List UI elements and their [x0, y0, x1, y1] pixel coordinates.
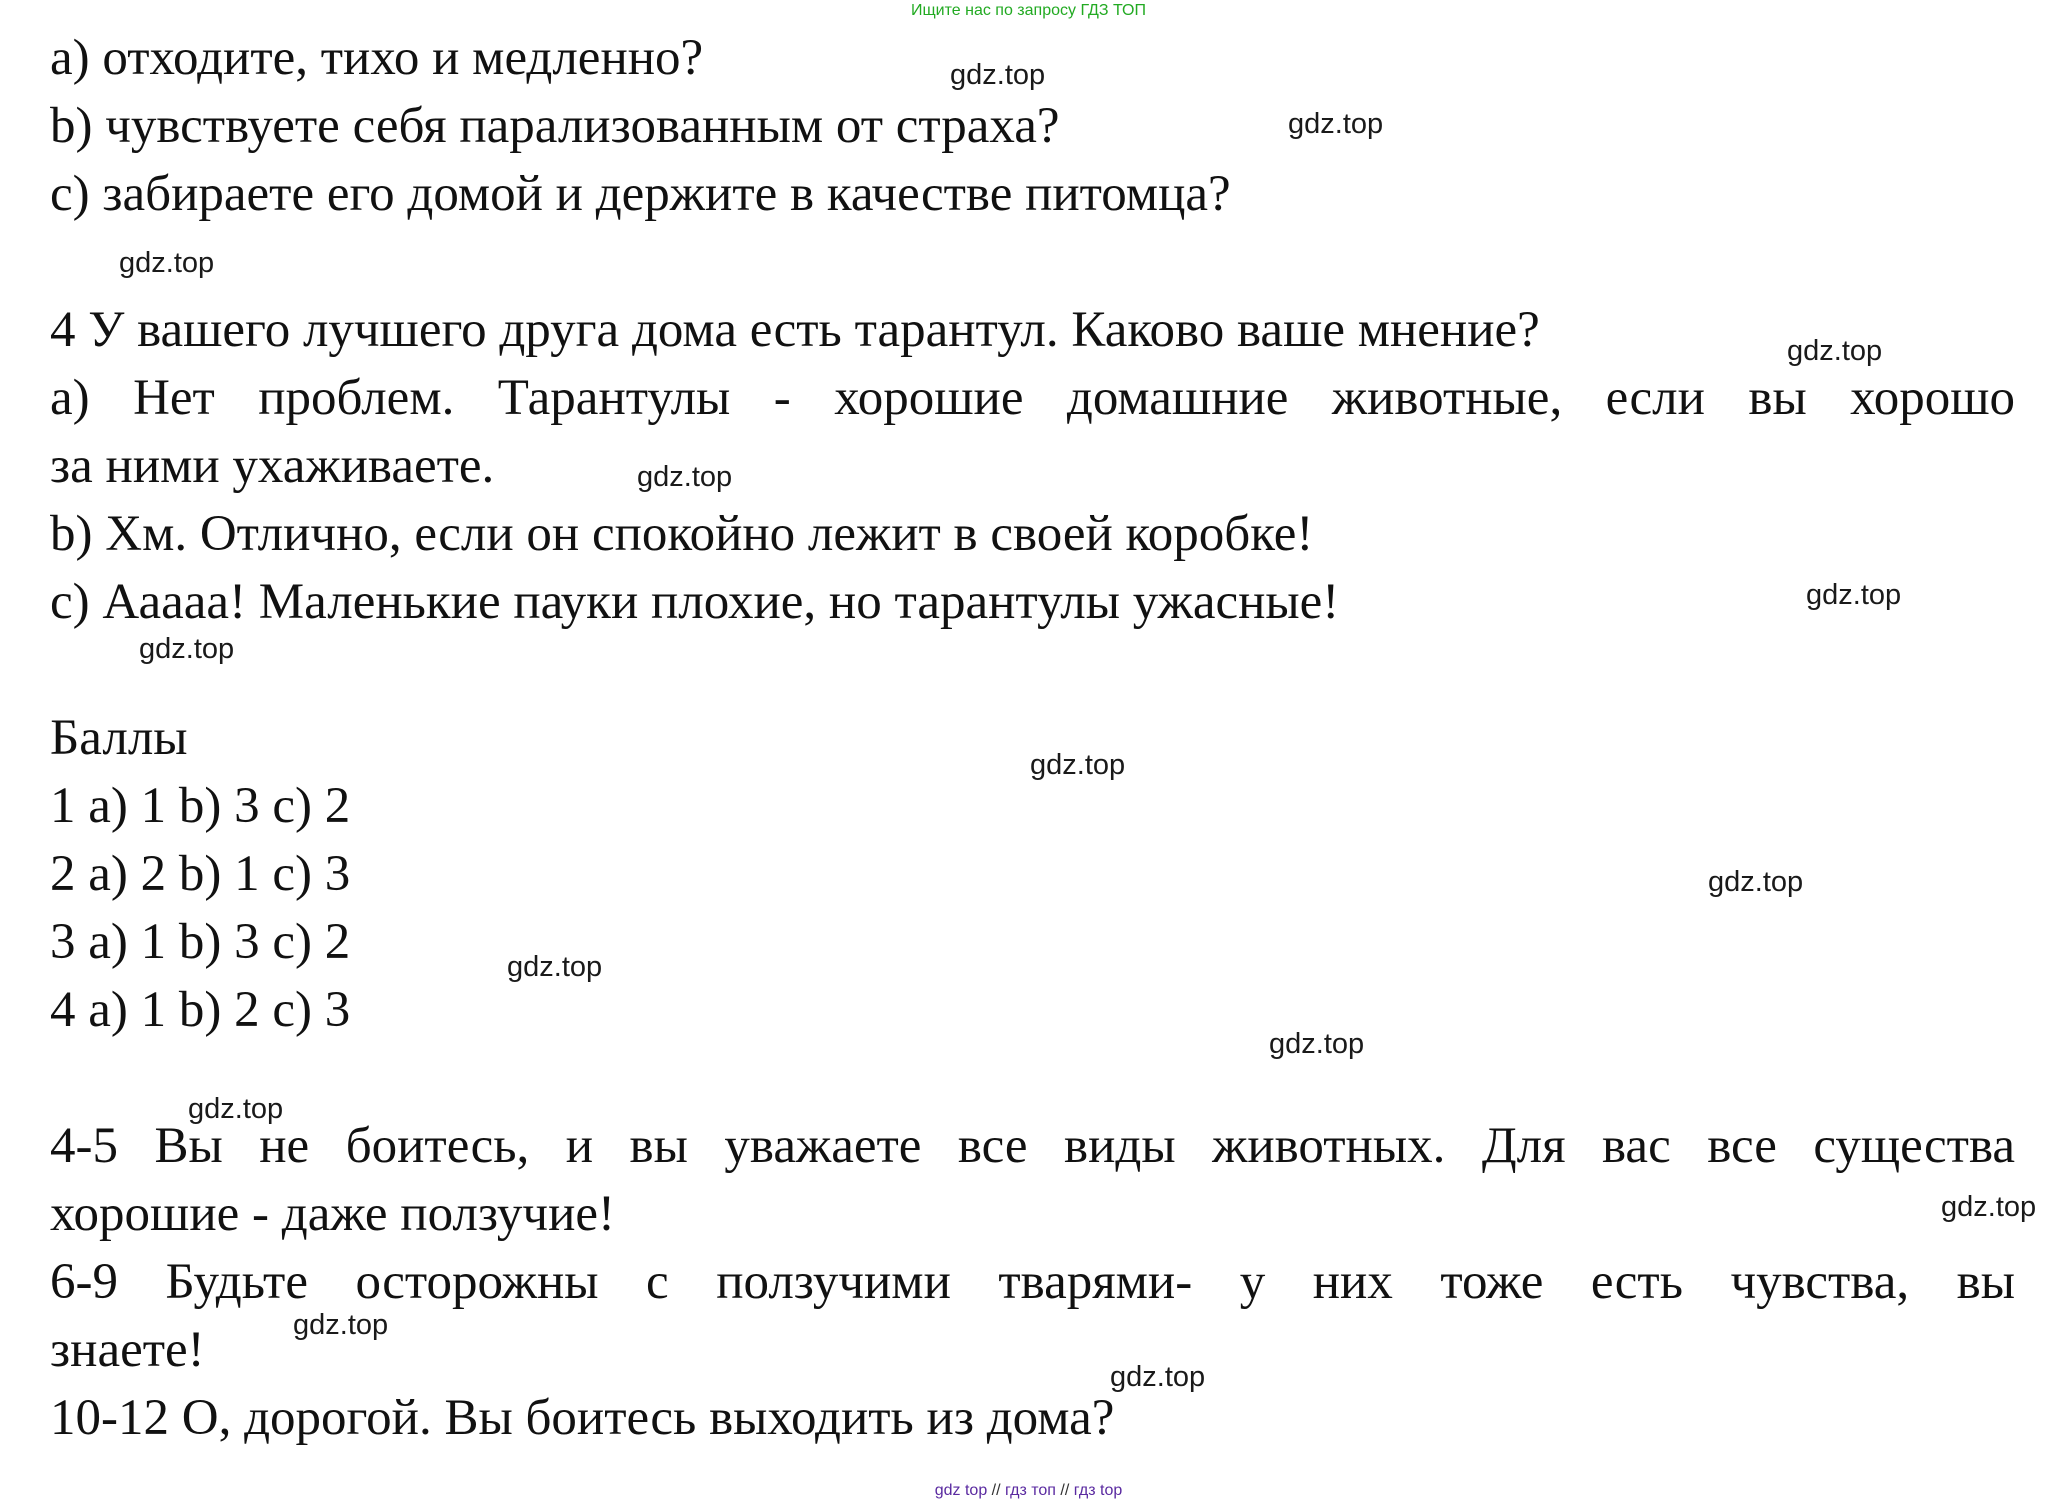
- q4-option-b: b) Хм. Отлично, если он спокойно лежит в своей коробке!: [50, 506, 1314, 562]
- result-10-12: 10-12 О, дорогой. Вы боитесь выходить из дома?: [50, 1390, 1115, 1446]
- top-banner: Ищите нас по запросу ГДЗ ТОП: [911, 2, 1146, 19]
- footer-separator: //: [1060, 1482, 1070, 1499]
- watermark: gdz.top: [293, 1309, 389, 1341]
- watermark: gdz.top: [1110, 1361, 1206, 1393]
- watermark: gdz.top: [1030, 749, 1126, 781]
- watermark: gdz.top: [1941, 1191, 2037, 1223]
- result-4-5-line1: 4-5 Вы не боитесь, и вы уважаете все виды животных. Для вас все существа: [50, 1118, 2015, 1174]
- q4-option-c: c) Ааааа! Маленькие пауки плохие, но тарантулы ужасные!: [50, 574, 1340, 630]
- q3-option-c: c) забираете его домой и держите в качестве питомца?: [50, 166, 1231, 222]
- watermark: gdz.top: [188, 1093, 284, 1125]
- q3-option-a: a) отходите, тихо и медленно?: [50, 30, 704, 86]
- watermark: gdz.top: [637, 461, 733, 493]
- q4-option-a-line2: за ними ухаживаете.: [50, 438, 495, 494]
- watermark: gdz.top: [139, 633, 235, 665]
- footer-link-gdz-top[interactable]: gdz top: [934, 1482, 988, 1499]
- q4-option-a-line1: a) Нет проблем. Тарантулы - хорошие домашние животные, если вы хорошо: [50, 370, 2015, 426]
- footer-link-gdz-top-cyrillic[interactable]: гдз топ: [1005, 1482, 1056, 1499]
- watermark: gdz.top: [1269, 1028, 1365, 1060]
- watermark: gdz.top: [1288, 108, 1384, 140]
- scores-title: Баллы: [50, 710, 188, 766]
- result-6-9-line2: знаете!: [50, 1322, 205, 1378]
- watermark: gdz.top: [1708, 866, 1804, 898]
- result-6-9-line1: 6-9 Будьте осторожны с ползучими тварями- у них тоже есть чувства, вы: [50, 1254, 2015, 1310]
- footer-links: [0, 1482, 2057, 1500]
- watermark: gdz.top: [507, 951, 603, 983]
- watermark: gdz.top: [1806, 579, 1902, 611]
- footer-separator: //: [991, 1482, 1001, 1499]
- score-row-1: 1 a) 1 b) 3 c) 2: [50, 778, 351, 834]
- watermark: gdz.top: [119, 247, 215, 279]
- q3-option-b: b) чувствуете себя парализованным от страха?: [50, 98, 1060, 154]
- score-row-3: 3 a) 1 b) 3 c) 2: [50, 914, 351, 970]
- score-row-4: 4 a) 1 b) 2 c) 3: [50, 982, 351, 1038]
- watermark: gdz.top: [1787, 335, 1883, 367]
- result-4-5-line2: хорошие - даже ползучие!: [50, 1186, 615, 1242]
- watermark: gdz.top: [950, 59, 1046, 91]
- score-row-2: 2 a) 2 b) 1 c) 3: [50, 846, 351, 902]
- footer-link-gdz-top-mixed[interactable]: гдз top: [1073, 1482, 1123, 1499]
- q4-question: 4 У вашего лучшего друга дома есть тарантул. Каково ваше мнение?: [50, 302, 1540, 358]
